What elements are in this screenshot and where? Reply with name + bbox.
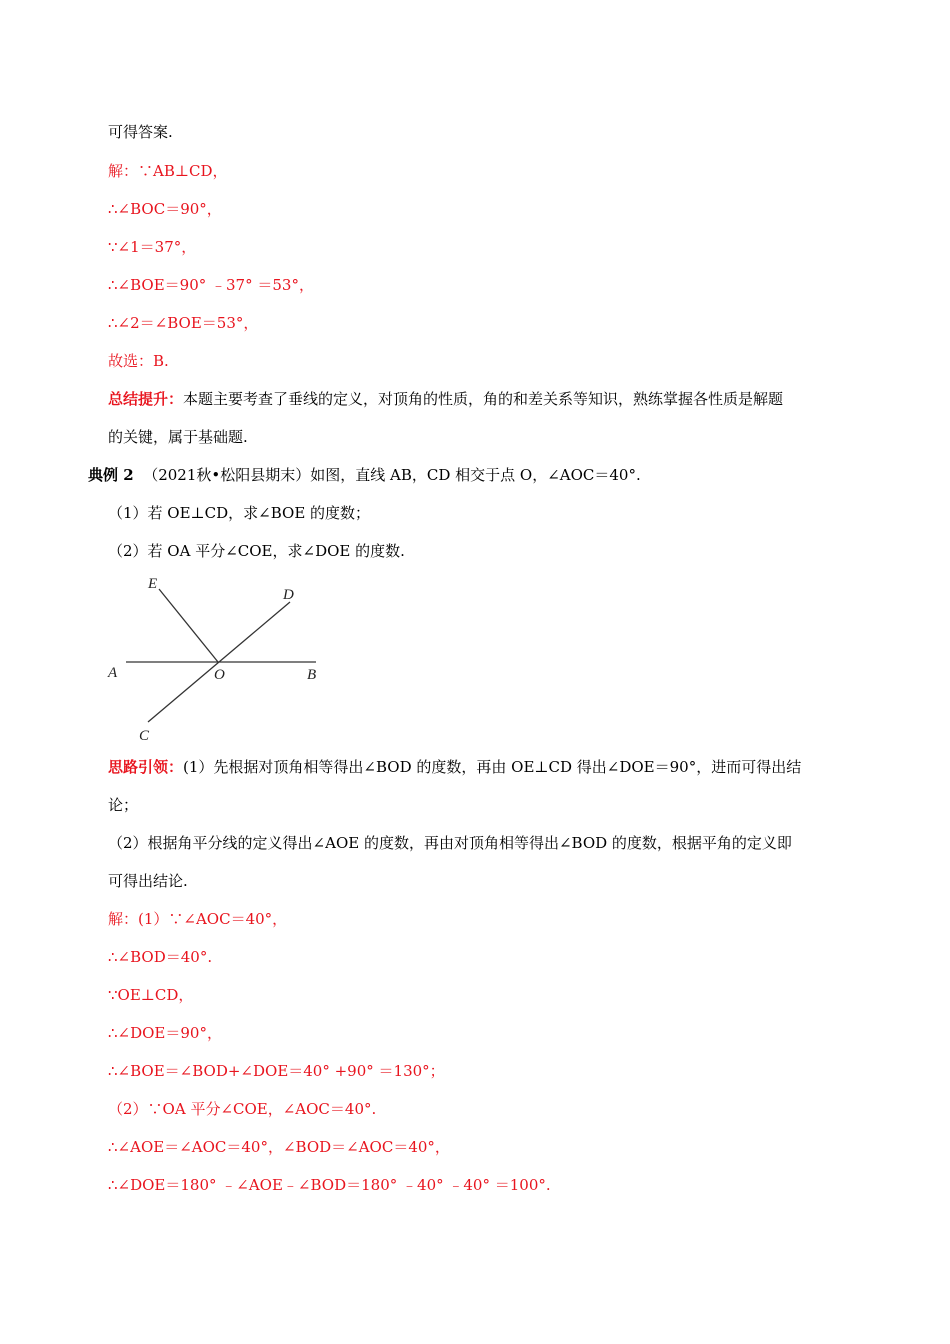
answer-line: ∴∠BOE＝∠BOD+∠DOE＝40° +90° ＝130°；	[108, 1062, 445, 1080]
label-e: E	[148, 576, 158, 592]
ray-oe	[159, 589, 218, 662]
hint-line	[108, 757, 801, 777]
answer-line: 解：(1）∵∠AOC＝40°，	[108, 910, 288, 928]
label-c: C	[139, 728, 150, 744]
label-a: A	[108, 665, 118, 681]
summary-label: 总结提升：	[108, 390, 184, 408]
label-o: O	[214, 667, 225, 683]
solution-line: ∵∠1＝37°，	[108, 238, 197, 256]
label-b: B	[307, 667, 317, 683]
geometry-figure	[100, 572, 330, 744]
example-heading	[88, 465, 641, 485]
summary-line	[108, 389, 783, 409]
example-label: 典例 2	[88, 466, 134, 484]
solution-line: 故选：B.	[108, 352, 169, 370]
question-1: （1）若 OE⊥CD，求∠BOE 的度数；	[108, 504, 371, 522]
solution-line	[108, 161, 227, 181]
answer-line: ∴∠DOE＝90°，	[108, 1024, 222, 1042]
label-d: D	[283, 587, 294, 603]
answer-line: （2）∵OA 平分∠COE，∠AOC＝40°.	[108, 1100, 377, 1118]
solution-label: 解：	[108, 162, 139, 180]
text-line: 可得答案.	[108, 123, 173, 141]
hint-text: (1）先根据对顶角相等得出∠BOD 的度数，再由 OE⊥CD 得出∠DOE＝90°，进而可得出结	[183, 758, 802, 776]
summary-text: 本题主要考查了垂线的定义，对顶角的性质，角的和差关系等知识，熟练掌握各性质是解题	[183, 390, 784, 408]
summary-line: 的关键，属于基础题.	[108, 428, 248, 446]
hint-label: 思路引领：	[108, 758, 184, 776]
solution-line: ∴∠BOE＝90° ﹣37° ＝53°，	[108, 276, 314, 294]
answer-line: ∵OE⊥CD，	[108, 986, 194, 1004]
solution-line: ∴∠BOC＝90°，	[108, 200, 222, 218]
hint-line: 可得出结论.	[108, 872, 188, 890]
answer-line: ∴∠DOE＝180° ﹣∠AOE﹣∠BOD＝180° ﹣40° ﹣40° ＝100°.	[108, 1176, 551, 1194]
example-text: （2021秋•松阳县期末）如图，直线 AB，CD 相交于点 O，∠AOC＝40°.	[143, 466, 641, 484]
solution-text: ∵AB⊥CD，	[138, 162, 228, 180]
question-2: （2）若 OA 平分∠COE，求∠DOE 的度数.	[108, 542, 405, 560]
solution-line: ∴∠2＝∠BOE＝53°，	[108, 314, 259, 332]
answer-line: ∴∠AOE＝∠AOC＝40°，∠BOD＝∠AOC＝40°，	[108, 1138, 450, 1156]
hint-line: （2）根据角平分线的定义得出∠AOE 的度数，再由对顶角相等得出∠BOD 的度数，根据平角的定义即	[108, 834, 792, 852]
answer-line: ∴∠BOD＝40°.	[108, 948, 213, 966]
hint-line: 论；	[108, 796, 139, 814]
